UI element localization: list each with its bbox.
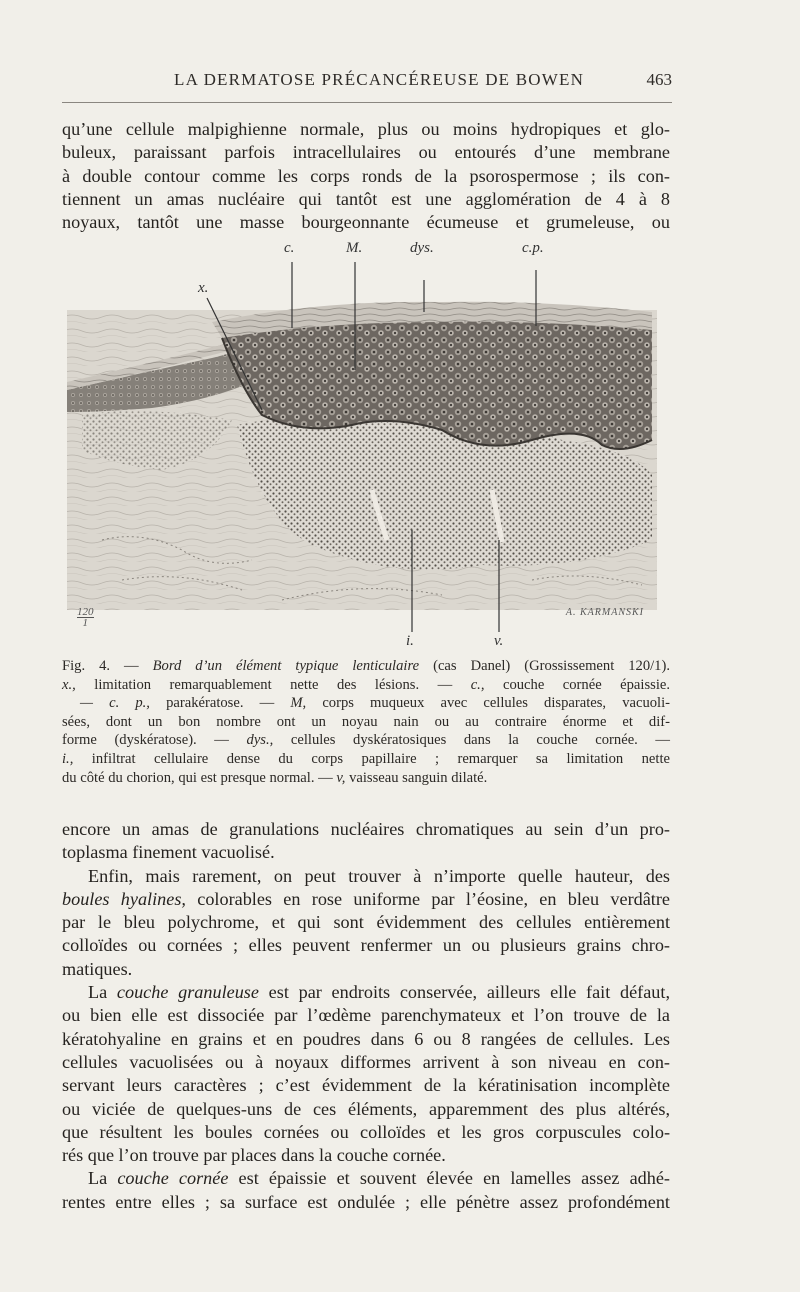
caption-key: — c. p., xyxy=(80,695,150,712)
figure-title: Bord d’un élément typique lenticulaire xyxy=(152,658,420,674)
text-line: colloïdes ou cornées ; elles peuvent renfermer un ou plusieurs grains chro- xyxy=(62,935,670,956)
text-line: kératohyaline en grains et en poudres dans 6 ou 8 rangées de cellules. Les xyxy=(62,1028,670,1049)
caption-line xyxy=(62,731,670,750)
top-paragraph xyxy=(62,118,670,234)
caption-text: limitation remarquablement nette des lésions. — xyxy=(94,676,453,693)
text-line: ou viciée de quelques-uns de ces éléments, apparemment des plus altérés, xyxy=(62,1098,670,1119)
text-line: encore un amas de granulations nucléaires chromatiques au sein d’un pro- xyxy=(62,819,670,839)
caption-text: corps muqueux avec cellules disparates, vacuoli- xyxy=(322,695,671,712)
text-line: tiennent un amas nucléaire qui tantôt est une agglomération de 4 à 8 xyxy=(62,188,670,209)
text-fragment: colorables en rose uniforme par l’éosine, en bleu verdâtre xyxy=(185,888,670,909)
text-line: matiques. xyxy=(62,958,133,979)
artist-signature: A. KARMANSKI xyxy=(565,607,644,618)
caption-key: v, xyxy=(336,769,346,786)
text-line: à double contour comme les corps ronds de la psorospermose ; ils con- xyxy=(62,165,670,186)
figure-number: Fig. 4. xyxy=(62,658,111,674)
caption-key: dys., xyxy=(246,732,274,749)
caption-text: cellules dyskératosiques dans la couche cornée. — xyxy=(290,732,671,749)
label-x: x. xyxy=(198,280,209,296)
caption-line: Fig. 4. — Bord d’un élément typique lenticulaire (cas Danel) (Grossissement 120/1). xyxy=(62,658,670,674)
text-line xyxy=(62,981,670,1004)
text-line: toplasma finement vacuolisé. xyxy=(62,842,275,863)
italic-term: couche granuleuse xyxy=(116,982,259,1003)
caption-line xyxy=(62,750,670,769)
label-v: v. xyxy=(494,633,504,649)
text-line: servant leurs caractères ; c’est évidemment de la kératinisation incomplète xyxy=(62,1075,670,1096)
caption-line: sées, dont un bon nombre ont un noyau nain ou au contraire énorme et dif- xyxy=(62,713,670,730)
running-title: LA DERMATOSE PRÉCANCÉREUSE DE BOWEN xyxy=(174,70,585,89)
caption-text: parakératose. — xyxy=(166,695,275,712)
body-text xyxy=(62,818,670,1214)
figure-caption xyxy=(62,657,670,787)
histology-illustration xyxy=(62,240,672,650)
label-dys: dys. xyxy=(410,240,434,256)
header-rule xyxy=(62,102,672,103)
caption-line xyxy=(62,676,670,695)
page-number: 463 xyxy=(646,70,672,89)
caption-text: couche cornée épaissie. xyxy=(502,676,671,693)
text-line: noyaux, tantôt une masse bourgeonnante écumeuse et grumeleuse, ou xyxy=(62,212,670,233)
text-line: que résultent les boules cornées ou colloïdes et les gros corpuscules colo- xyxy=(62,1121,670,1142)
magnification-numerator: 120 xyxy=(77,606,94,618)
text-fragment: La xyxy=(88,1168,118,1189)
label-i: i. xyxy=(406,633,414,649)
italic-term: boules hyalines, xyxy=(62,888,186,909)
label-M: M. xyxy=(346,240,363,256)
histology-figure xyxy=(62,240,672,660)
caption-line xyxy=(62,694,670,713)
label-cp: c.p. xyxy=(522,240,544,256)
text-line xyxy=(62,888,670,911)
text-line: rentes entre elles ; sa surface est ondulée ; elle pénètre assez profondément xyxy=(62,1191,670,1212)
caption-line xyxy=(62,769,670,788)
caption-key: i., xyxy=(62,750,74,767)
text-fragment: est épaissie et souvent élevée en lamelles assez adhé- xyxy=(228,1168,670,1189)
caption-key: c., xyxy=(470,676,485,693)
text-line: buleux, paraissant parfois intracellulaires ou entourés d’une membrane xyxy=(62,142,670,163)
italic-term: couche cornée xyxy=(117,1168,229,1189)
label-c: c. xyxy=(284,240,295,256)
magnification-denominator: 1 xyxy=(82,617,88,629)
text-line xyxy=(62,1167,670,1190)
magnification-mark xyxy=(77,607,94,628)
text-line: par le bleu polychrome, et qui sont évidemment des cellules entièrement xyxy=(62,912,670,933)
caption-text: (cas Danel) (Grossissement 120/1). xyxy=(433,658,670,674)
caption-text: infiltrat cellulaire dense du corps papillaire ; remarquer sa limitation nette xyxy=(91,750,670,767)
text-line: ou bien elle est dissociée par l’œdème parenchymateux et l’on trouve de la xyxy=(62,1005,670,1026)
caption-text: vaisseau sanguin dilaté. xyxy=(349,769,488,786)
text-line: rés que l’on trouve par places dans la couche cornée. xyxy=(62,1145,446,1166)
text-line: cellules vacuolisées ou à noyaux difformes arrivent à son niveau en con- xyxy=(62,1051,670,1072)
caption-text: du côté du chorion, qui est presque normal. — xyxy=(62,769,333,786)
text-line: qu’une cellule malpighienne normale, plus ou moins hydropiques et glo- xyxy=(62,119,670,139)
page-header xyxy=(62,66,672,94)
text-fragment: est par endroits conservée, ailleurs elle fait défaut, xyxy=(258,982,670,1003)
text-fragment: La xyxy=(88,982,117,1003)
text-line: Enfin, mais rarement, on peut trouver à n’importe quelle hauteur, des xyxy=(88,865,670,886)
caption-text: forme (dyskératose). — xyxy=(62,732,229,749)
caption-key: M, xyxy=(290,695,307,712)
caption-key: x., xyxy=(62,676,76,693)
